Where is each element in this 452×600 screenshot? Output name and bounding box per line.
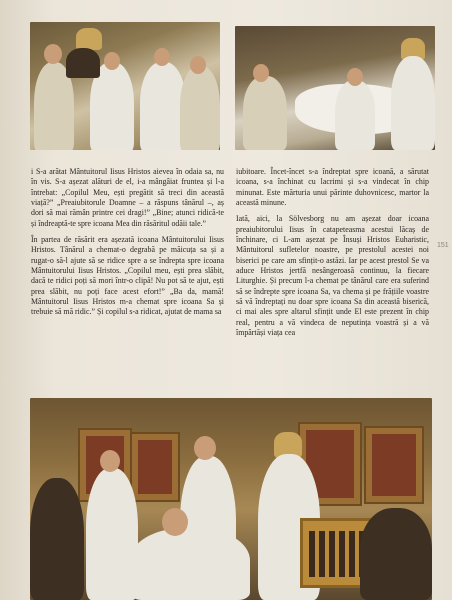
page-number: 151	[437, 242, 449, 249]
paragraph: iubitoare. Încet-încet s-a îndreptat spre icoană, a sărutat icoana, s-a închinat cu lacrimi și s-a vindecat în chip minunat. Este mărturia unui părinte duhovnicesc, martor la această minune.	[236, 167, 429, 208]
text-column-left	[31, 167, 224, 324]
photo-relics-wrapping	[235, 26, 435, 150]
photo-clergy-at-altar	[30, 22, 220, 150]
paragraph: i S-a arătat Mântuitorul Iisus Hristos aievea în odaia sa, nu în vis. S-a așezat alături de el, i-a mângâiat fruntea și l-a întrebat: „Copilul Meu, ești pregătit să treci din această viață?” „Preaiubitorule Doamne – a răspuns tânărul –, aș dori să mai rămân printre cei dragi!” „Bine; atunci ridică-te și îndreaptă-te spre icoana Mea din răsăritul odăii tale.”	[31, 167, 224, 228]
photo-procession-with-icon	[30, 398, 432, 600]
paragraph: Iată, aici, la Sölvesborg nu am așezat doar icoana preaiubitorului Iisus în catapeteasma acestui lăcaș de închinare, ci L-am așezat pe Însuși Hristos Euharistic, Mântuitorul sufletelor noastre, pe prestolul acestei noi biserici pe care am sfințit-o astăzi. Iar pe acest prestol Se va aduce Hristos jertfă nesângeroasă continuu, la fiecare Liturghie. Și precum l-a chemat pe tânărul care era suferind să se îndrepte spre icoana Sa, va chema și pe frățiile voastre să vă îndreptați nu doar spre icoana Sa din această biserică, ci mai ales spre altarul sfințit unde El este prezent în chip real, pentru a vă vindeca de neputința voastră și a vă împărtăși viața cea	[236, 214, 429, 338]
text-column-right	[236, 167, 429, 345]
paragraph: În partea de răsărit era așezată icoana Mântuitorului Iisus Hristos. Tânărul a chemat-o degrabă pe măicuța sa și a rugat-o să-l ajute să se ridice spre a se îndrepta spre icoana Mântuitorului Iisus Hristos. „Copilul meu, ești prea slăbit, dacă te ridici poți să mori într-o clipă! Nu pot să te ajut, ești prea slăbit, nu poți face acest efort!” „Ba da, mamă! Mântuitorul Iisus Hristos m-a chemat spre icoana Sa și trebuie să mă ridic.” Și copilul s-a ridicat, ajutat de mama sa	[31, 235, 224, 317]
